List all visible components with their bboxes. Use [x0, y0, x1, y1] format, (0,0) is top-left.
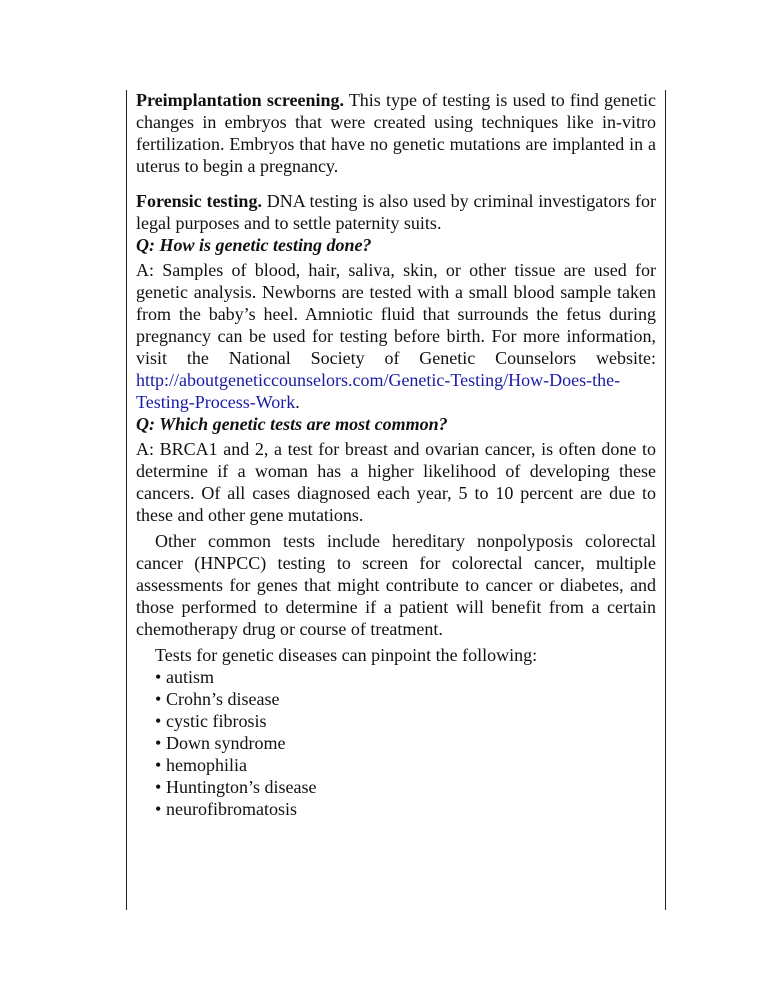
bullet-icon: • [155, 689, 162, 709]
document-body [136, 89, 656, 820]
question-most-common-tests: Q: Which genetic tests are most common? [136, 414, 448, 434]
bullet-icon: • [155, 711, 162, 731]
forensic-paragraph [136, 190, 656, 234]
bullet-icon: • [155, 667, 162, 687]
bullet-icon: • [155, 755, 162, 775]
list-intro: Tests for genetic diseases can pinpoint the following: [155, 645, 538, 665]
preimplantation-heading: Preimplantation screening. [136, 90, 344, 110]
forensic-text: DNA testing is also used by criminal investigators for legal purposes and to settle paternity suits. [136, 191, 656, 233]
list-item: • hemophilia [155, 755, 247, 775]
other-common-tests-paragraph: Other common tests include hereditary nonpolyposis colorectal cancer (HNPCC) testing to screen for colorectal cancer, multiple assessments for genes that might contribute to cancer or diabetes, and those performed to determine if a patient will benefit from a certain chemotherapy drug or course of treatment. [136, 531, 656, 639]
list-item: • Huntington’s disease [155, 777, 317, 797]
preimplantation-text: This type of testing is used to find genetic changes in embryos that were created using techniques like in-vitro fertilization. Embryos that have no genetic mutations are implanted in a uterus to begin a pregnancy. [136, 90, 656, 176]
forensic-heading: Forensic testing. [136, 191, 262, 211]
list-item: • cystic fibrosis [155, 711, 267, 731]
question-how-testing-done: Q: How is genetic testing done? [136, 235, 372, 255]
answer-how-testing-done [136, 259, 656, 413]
right-margin-rule [665, 90, 666, 910]
bullet-icon: • [155, 799, 162, 819]
left-margin-rule [126, 90, 127, 910]
nsgc-website-link[interactable]: http://aboutgeneticcounselors.com/Genetic-Testing/How-Does-the-Testing-Process-Work [136, 370, 621, 412]
list-item: • neurofibromatosis [155, 799, 297, 819]
preimplantation-paragraph [136, 89, 656, 177]
bullet-icon: • [155, 733, 162, 753]
list-item: • Crohn’s disease [155, 689, 280, 709]
list-item: • Down syndrome [155, 733, 286, 753]
answer-text: A: Samples of blood, hair, saliva, skin, or other tissue are used for genetic analysis. Newborns are tested with a small blood sample taken from the baby’s heel. Amniotic fluid that surrounds the fetus during pregnancy can be used for testing before birth. For more information, visit the National Society of Genetic Counselors website: [136, 260, 656, 368]
list-item: • autism [155, 667, 214, 687]
link-period: . [295, 392, 300, 412]
disease-list [136, 666, 656, 820]
answer-most-common-tests: A: BRCA1 and 2, a test for breast and ovarian cancer, is often done to determine if a woman has a higher likelihood of developing these cancers. Of all cases diagnosed each year, 5 to 10 percent are due to these and other gene mutations. [136, 439, 656, 525]
bullet-icon: • [155, 777, 162, 797]
